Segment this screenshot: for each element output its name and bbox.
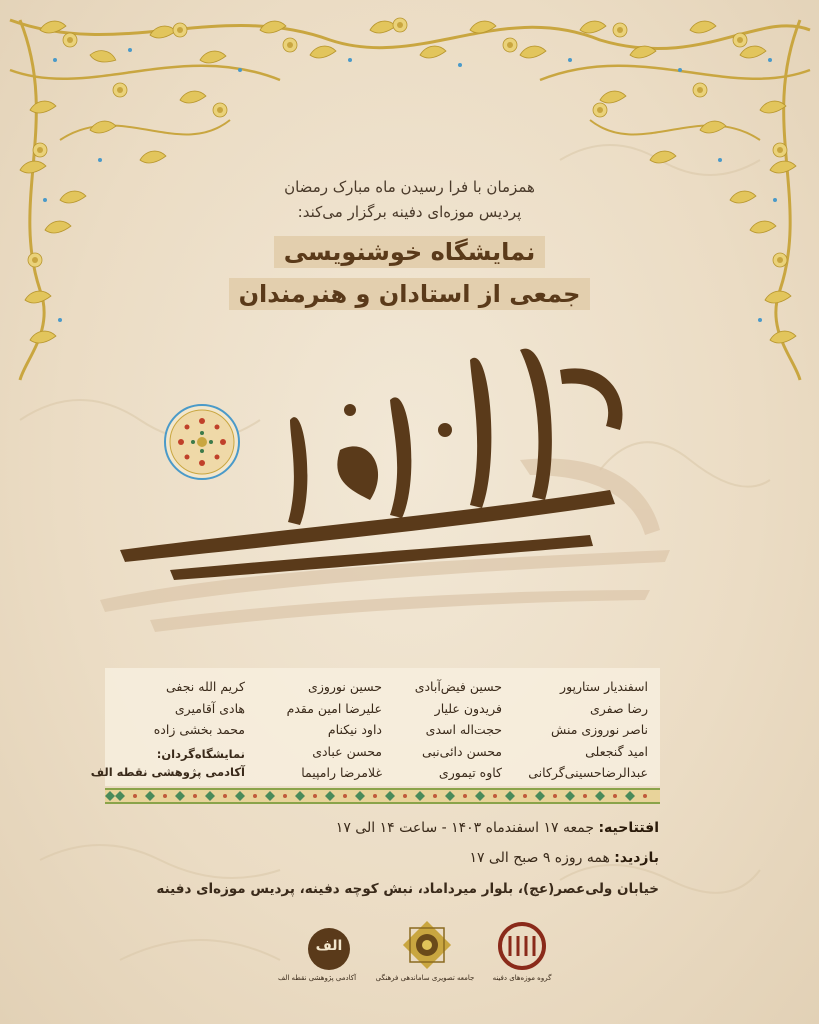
artists-column-2 — [415, 676, 502, 784]
artists-block — [90, 668, 660, 786]
dafineh-logo-caption: گروه موزه‌های دفینه — [492, 974, 552, 982]
curator-value: آکادمی پژوهشی نقطه الف — [90, 764, 245, 779]
artist-name: حجت‌اله اسدی — [425, 722, 502, 737]
artist-name: امید گنجعلی — [585, 743, 648, 759]
artist-name: غلامرضا رامپیما — [301, 765, 382, 780]
artist-name: رضا صفری — [589, 700, 648, 716]
exhibition-title: نمایشگاه خوشنویسی — [274, 236, 546, 268]
address-line: خیابان ولی‌عصر(عج)، بلوار میرداماد، نبش کوچه دفینه، پردیس موزه‌ای دفینه — [156, 881, 659, 897]
artist-name: محسن دائی‌نبی — [421, 743, 502, 759]
noghteh-alef-mark: الف — [315, 938, 343, 954]
artist-name: محمد بخشی زاده — [153, 722, 245, 737]
artist-name: اسفندیار ستارپور — [560, 679, 648, 694]
visit-value: همه روزه ۹ صبح الی ۱۷ — [469, 850, 610, 866]
artists-column-3 — [287, 676, 382, 784]
artist-name: داود نیکنام — [327, 722, 382, 737]
dafineh-logo-icon — [494, 922, 550, 970]
artist-name: حسین فیض‌آبادی — [414, 679, 502, 694]
calligraphy-artwork — [90, 340, 690, 640]
artists-column-1 — [528, 676, 648, 784]
artist-name: علیرضا امین مقدم — [286, 700, 382, 716]
intro-line-2: پردیس موزه‌ای دفینه برگزار می‌کند: — [297, 203, 522, 221]
artist-name: محسن عبادی — [312, 743, 382, 759]
artist-name: فریدون علیار — [434, 700, 502, 716]
exhibition-subtitle: جمعی از استادان و هنرمندان — [229, 278, 591, 310]
title-row-1 — [0, 238, 819, 266]
artist-name: کریم الله نجفی — [165, 679, 245, 694]
artists-column-4 — [91, 676, 245, 781]
intro-line-1: همزمان با فرا رسیدن ماه مبارک رمضان — [284, 178, 535, 196]
artist-name: حسین نوروزی — [308, 679, 382, 694]
cultural-seal-logo-icon — [400, 918, 454, 972]
opening-label: افتتاحیه: — [598, 820, 659, 836]
artist-name: عبدالرضاحسینی‌گرکانی — [528, 765, 648, 780]
artist-name: کاوه تیموری — [438, 765, 502, 780]
artist-name: هادی آقامیری — [174, 700, 245, 716]
decorative-border-strip — [105, 788, 660, 804]
title-row-2 — [0, 280, 819, 308]
opening-line — [336, 820, 659, 836]
artist-name: ناصر نوروزی منش — [551, 722, 648, 737]
visit-label: بازدید: — [614, 850, 659, 866]
opening-value: جمعه ۱۷ اسفندماه ۱۴۰۳ - ساعت ۱۴ الی ۱۷ — [335, 820, 594, 836]
cultural-seal-caption: جامعه تصویری ساماندهی فرهنگی — [375, 974, 475, 982]
curator-label: نمایشگاه‌گردان: — [156, 746, 245, 761]
visit-line — [469, 850, 659, 866]
noghteh-alef-caption: آکادمی پژوهشی نقطه الف — [277, 974, 357, 982]
